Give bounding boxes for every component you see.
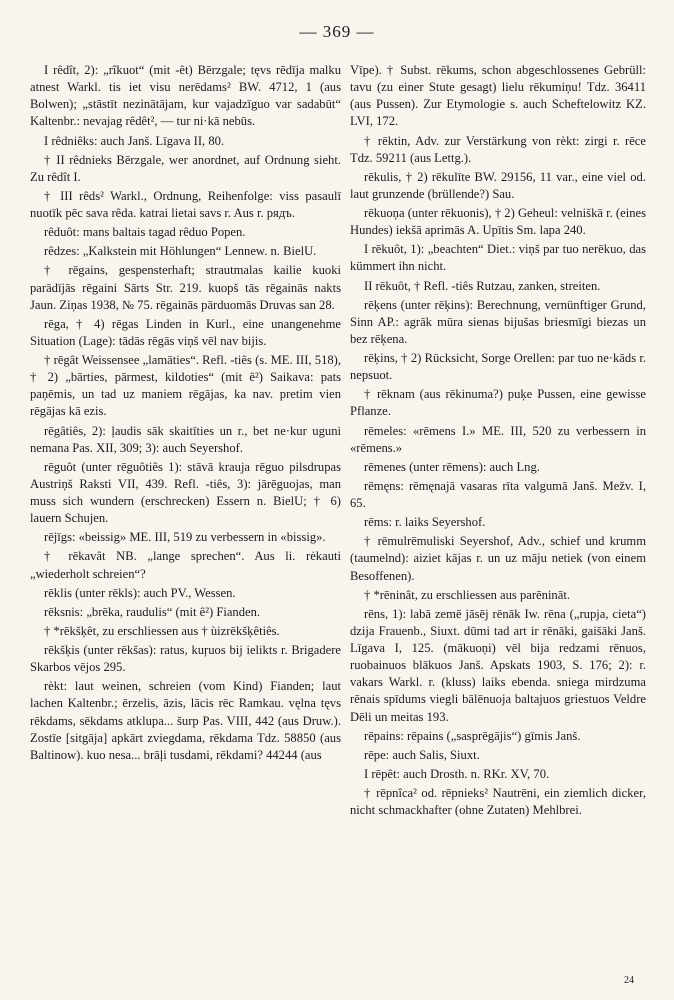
dictionary-entry: rējīgs: «beissig» ME. III, 519 zu verbessern in «bissig». bbox=[44, 530, 326, 545]
dictionary-entry: rēgâtiês, 2): ļaudis sāk skaitīties un r., bet ne·kur uguni nemana Pas. XII, 309; 3): auch Seyershof. bbox=[30, 423, 341, 455]
dictionary-entry: rēkšķis (unter rēkšas): ratus, kuŗuos bij ielikts r. Brigadere Skarbos vējos 295. bbox=[30, 643, 341, 675]
dictionary-entry: rēns, 1): labā zemē jāsēj rēnāk Iw. rēna („rupja, cieta“) dzija Frauenb., Siuxt. dūmi tad art ir rēnāki, gaišāki Janš. Līgava I, 125. (mākuoņi) vēl bija redzami rēnuos, ruobainuos blākuos Janš. Apskats 1903, S. 176; 2): r. vakars Warkl. r. (kluss) laiks ebenda. sniega mirdzuma rēnais spīdums viegli bālēnuoja baltajuos griestuos Veldre Dēli un meitas 193. bbox=[350, 606, 646, 724]
dictionary-entry: rēkuoņa (unter rēkuonis), † 2) Geheul: velniškā r. (eines Hundes) iekšā aprimās A. Upītis Sm. lapa 240. bbox=[350, 206, 646, 238]
dictionary-entry: † rēkavât NB. „lange sprechen“. Aus li. rėkauti „wiederholt schreien“? bbox=[30, 549, 341, 581]
dictionary-entry: rēpe: auch Salis, Siuxt. bbox=[364, 747, 480, 762]
dictionary-entry: rēkulis, † 2) rēkulīte BW. 29156, 11 var., eine viel od. laut grunzende (brüllende?) Sau. bbox=[350, 169, 646, 201]
printer-signature: 24 bbox=[624, 975, 634, 986]
dictionary-entry: rēķens (unter rēķins): Berechnung, vernünftiger Grund, Sinn AP.: agrāk mūra sienas bijušas briesmīgi biezas un bez rēķena. bbox=[350, 297, 646, 346]
dictionary-entry: rēmenes (unter rēmens): auch Lng. bbox=[364, 459, 540, 474]
dictionary-entry: rēms: r. laiks Seyershof. bbox=[364, 515, 486, 530]
dictionary-entry: rēpains: rēpains („sasprēgājis“) gīmis Janš. bbox=[364, 728, 581, 743]
dictionary-entry: II rēkuôt, † Refl. -tiês Rutzau, zanken, streiten. bbox=[364, 278, 601, 293]
dictionary-entry: † *rēninât, zu erschliessen aus parēnināt. bbox=[364, 587, 570, 602]
dictionary-entry: rēmeles: «rēmens I.» ME. III, 520 zu verbessern in «rēmens.» bbox=[350, 423, 646, 455]
dictionary-entry: † *rēkšķêt, zu erschliessen aus † ùizrēkšķêtiês. bbox=[44, 623, 280, 638]
dictionary-entry: † rēmulrēmuliski Seyershof, Adv., schief und krumm (taumelnd): aiziet kājas r. un uz māju netiek (von einem Besoffenen). bbox=[350, 534, 646, 583]
dictionary-entry: † II rêdnieks Bērzgale, wer anordnet, auf Ordnung sieht. Zu rêdît I. bbox=[30, 152, 341, 184]
dictionary-entry: rēksnis: „brēka, raudulis“ (mit ê²) Fianden. bbox=[44, 604, 261, 619]
dictionary-entry: I rēkuôt, 1): „beachten“ Diet.: viņš par tuo nerēkuo, das kümmert ihn nicht. bbox=[350, 242, 646, 274]
dictionary-entry: I rêdît, 2): „rîkuot“ (mit -êt) Bērzgale; tęvs rēdīja malku atnest Warkl. tis iet visu nerēdams² BW. 4712, 1 (aus Bolwen); „stāstīt nezinātājam, kur vajadzīguo var sadabūt“ Kaltenbr.: nevajag rêdêt², — tur ni·kā nebūs. bbox=[30, 63, 341, 129]
dictionary-entry: rêdzes: „Kalkstein mit Höhlungen“ Lennew. n. BielU. bbox=[44, 244, 317, 259]
page-number: — 369 — bbox=[299, 22, 375, 41]
dictionary-entry: † rēpnîca² od. rēpnieks² Nautrēni, ein ziemlich dicker, nicht schmackhafter (ohne Zutaten) Mehlbrei. bbox=[350, 786, 646, 818]
dictionary-entry: rèkt: laut weinen, schreien (vom Kind) Fianden; laut lachen Kaltenbr.; ērzelis, āzis, lācis rēc Ramkau. vęlna tęvs rēkdams, sēkdams atklupa... šurp Pas. VIII, 442 (aus Druw.). Zostīe [sitgāja] apkārt zviegdama, rēkdama Tdz. 58850 (aus Baltinow). kuo nesa... brāļi tusdami, rēkdami? 44244 (aus bbox=[30, 679, 341, 762]
dictionary-entry: I rêdniêks: auch Janš. Līgava II, 80. bbox=[44, 133, 225, 148]
dictionary-entry: rēguôt (unter rēguôtiês 1): stāvā krauja rēguo pilsdrupas Austriņš Raksti VII, 439. Refl. -tiês, 3): jārēguojas, man muss sich wundern (erschrecken) Essern n. BielU; † 6) lauern Schujen. bbox=[30, 459, 341, 526]
dictionary-entry: rêduôt: mans baltais tagad rêduo Popen. bbox=[44, 225, 246, 240]
dictionary-entry: rēklis (unter rēkls): auch PV., Wessen. bbox=[44, 585, 236, 600]
dictionary-entry: † rēgains, gespensterhaft; strautmalas kailie kuoki parādījās rēgaini Sārts Str. 219. kuopš tās rēgainās nakts Jaun. Ziņas 1938, № 75. rēgainās pārduomās Druvas san 28. bbox=[30, 263, 341, 312]
dictionary-entry: † rēknam (aus rēkinuma?) puķe Pussen, eine gewisse Pflanze. bbox=[350, 387, 646, 419]
dictionary-entry: rēķins, † 2) Rücksicht, Sorge Orellen: par tuo ne·kāds r. nepsuot. bbox=[350, 351, 646, 383]
dictionary-entry: † rēktin, Adv. zur Verstärkung von rèkt: zirgi r. rēce Tdz. 59211 (aus Lettg.). bbox=[350, 133, 646, 165]
dictionary-entry: I rēpêt: auch Drosth. n. RKr. XV, 70. bbox=[364, 766, 550, 781]
dictionary-entry: rēmęns: rēmęnajā vasaras rīta valgumā Janš. Mežv. I, 65. bbox=[350, 478, 646, 510]
dictionary-entry: † III rêds² Warkl., Ordnung, Reihenfolge: viss pasaulī nuotīk pēc sava rêda. katrai lietai savs r. Aus r. рядъ. bbox=[30, 188, 341, 220]
dictionary-entry: † rēgât Weissensee „lamāties“. Refl. -tiês (s. ME. III, 518), † 2) „bārties, pārmest, kildoties“ (mit ê²) Saikava: pats paņēmis, un tad uz maniem rēgājas, ka nav. pretim vien rēgājas kā ezis. bbox=[30, 353, 341, 419]
left-column bbox=[30, 62, 341, 766]
right-column bbox=[350, 62, 646, 821]
dictionary-entry: Vīpe). † Subst. rēkums, schon abgeschlossenes Gebrüll: tavu (zu einer Stute gesagt) lielu rēkumiņu! Tdz. 36411 (aus Pussen). Zur Etymologie s. auch Scheftelowitz KZ. LVI, 172. bbox=[350, 63, 646, 129]
dictionary-entry: rēga, † 4) rēgas Linden in Kurl., eine unangenehme Situation (Lage): tādās rēgās viņš vēl nav bijis. bbox=[30, 316, 341, 348]
